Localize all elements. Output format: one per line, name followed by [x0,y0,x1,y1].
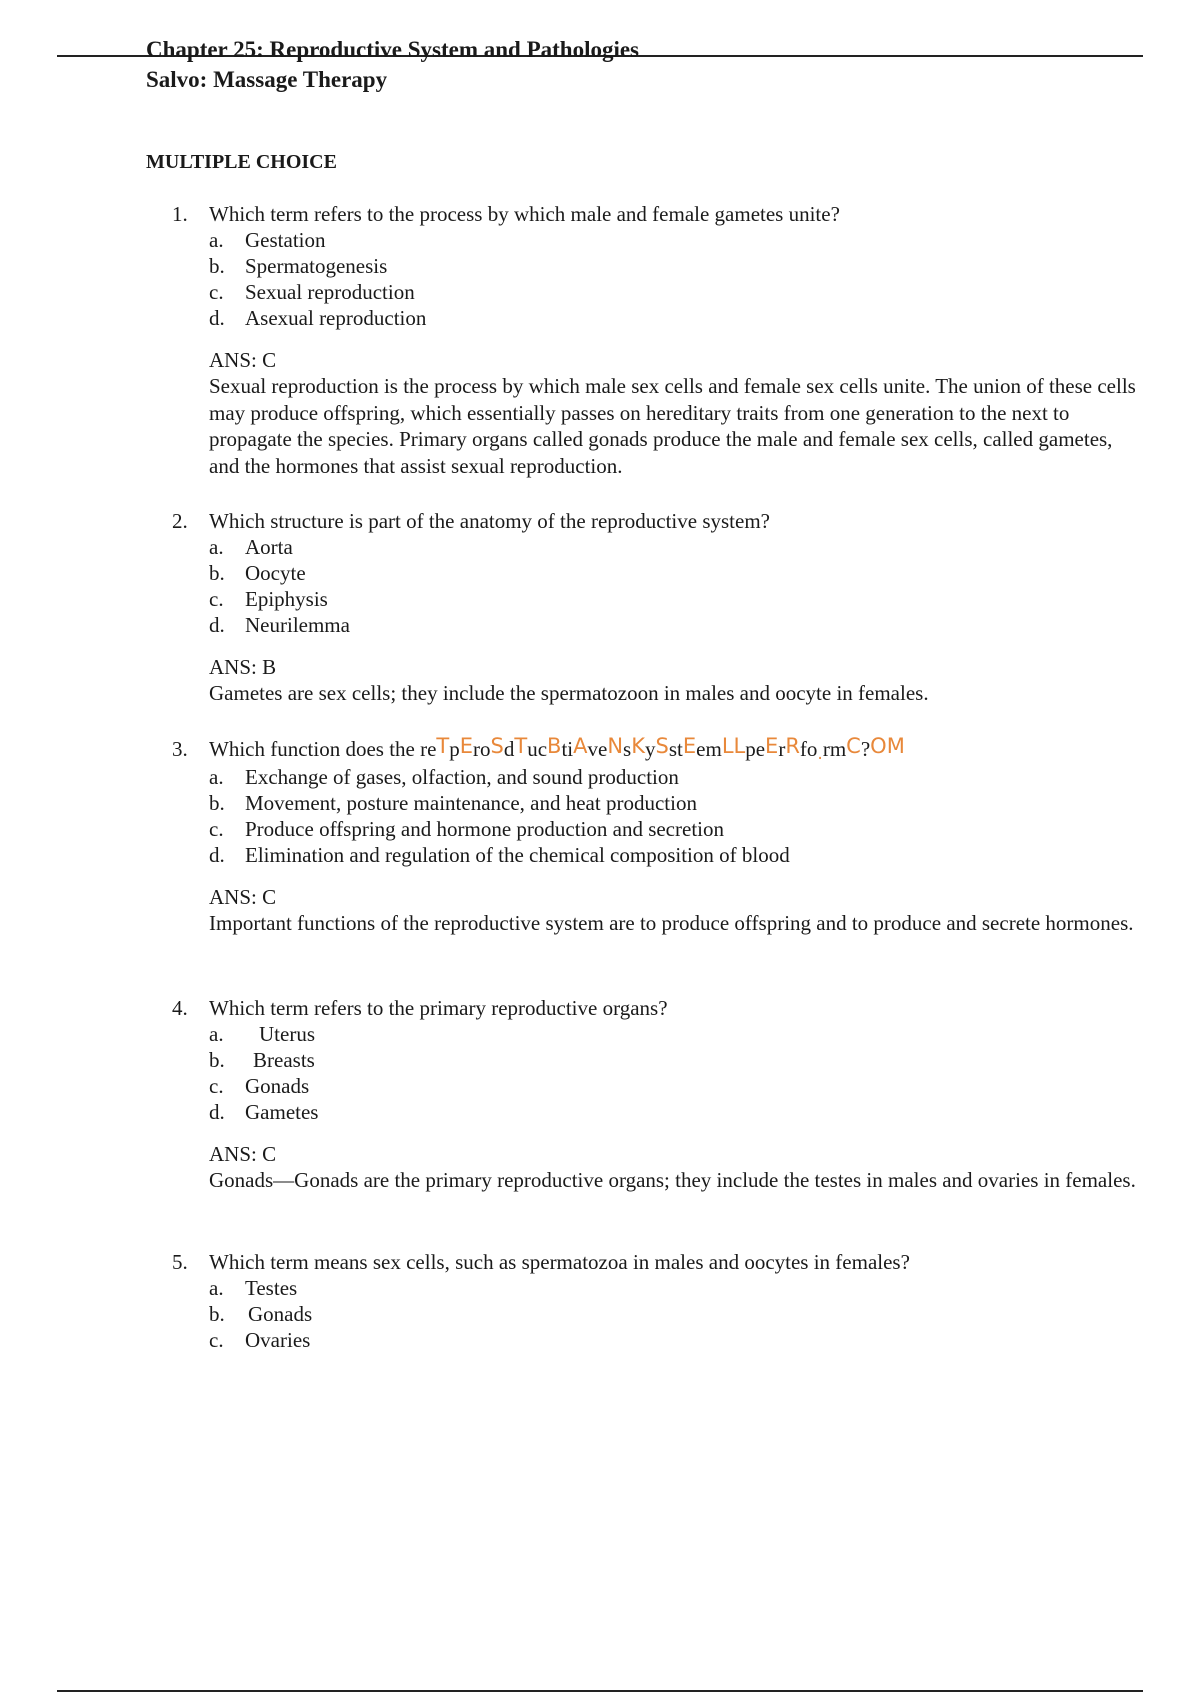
text-fragment: rm [822,737,847,761]
rationale: Important functions of the reproductive system are to produce offspring and to produce and secrete hormones. [209,911,1134,935]
option-letter: c. [209,587,224,611]
option-text: Neurilemma [245,613,350,637]
text-fragment: y [645,737,656,761]
watermark-char: E [765,734,779,758]
option-b [209,1047,1132,1073]
footer-rule [57,1690,1143,1692]
option-text: Elimination and regulation of the chemical composition of blood [245,843,790,867]
book-title: Salvo: Massage Therapy [146,67,388,92]
watermark-char: S [655,734,669,758]
option-letter: a. [209,1276,224,1300]
watermark-char: K [631,734,646,758]
option-text: Epiphysis [245,587,328,611]
text-fragment: d [503,737,515,761]
options-list [209,1275,1132,1353]
question-text-prefix: Which function does the re [209,737,437,761]
question-number: 1. [172,202,188,226]
watermark-char: R [785,734,800,758]
option-letter: d. [209,306,225,330]
option-b [209,1301,1132,1327]
text-fragment: fo [799,737,818,761]
option-letter: a. [209,228,224,252]
option-d [209,1099,1132,1125]
option-letter: c. [209,1074,224,1098]
question-text: Which structure is part of the anatomy of the reproductive system? [209,509,770,533]
option-letter: c. [209,817,224,841]
watermark-char: N [607,734,624,758]
answer-block [209,1141,1136,1194]
option-text: Movement, posture maintenance, and heat production [245,791,697,815]
question-4 [172,995,1136,1194]
option-b [209,253,1132,279]
option-text: Ovaries [245,1328,311,1352]
option-text: Gametes [245,1100,319,1124]
option-letter: b. [209,1302,225,1326]
watermark-char: T [436,734,450,758]
text-fragment: pe [745,737,766,761]
section-heading: MULTIPLE CHOICE [146,151,337,173]
question-3 [172,736,1132,937]
option-letter: b. [209,791,225,815]
option-c [209,586,1132,612]
option-text: Gonads [245,1074,310,1098]
option-c [209,816,1132,842]
option-text: Breasts [253,1048,315,1072]
option-text: Sexual reproduction [245,280,415,304]
watermark-char: T [514,734,528,758]
option-a [209,1275,1132,1301]
option-a [209,534,1132,560]
watermark-char: M [886,734,905,758]
option-letter: d. [209,1100,225,1124]
document-header [146,37,639,95]
rationale: Gonads—Gonads are the primary reproductive organs; they include the testes in males and ovaries in females. [209,1168,1136,1192]
option-text: Asexual reproduction [245,306,427,330]
question-number: 4. [172,996,188,1020]
option-c [209,1327,1132,1353]
text-fragment: r [778,737,786,761]
question-text: Which term refers to the process by which male and female gametes unite? [209,202,840,226]
watermark-char: L [733,734,746,758]
option-b [209,790,1132,816]
text-fragment: ? [860,737,871,761]
answer-key: ANS: C [209,1142,277,1166]
watermark-char: E [682,734,697,758]
option-letter: d. [209,843,225,867]
option-text: Exchange of gases, olfaction, and sound production [245,765,679,789]
question-number: 2. [172,509,188,533]
question-text: Which term refers to the primary reproductive organs? [209,996,668,1020]
option-c [209,1073,1132,1099]
rationale: Gametes are sex cells; they include the spermatozoon in males and oocyte in females. [209,681,929,705]
watermark-char: . [817,744,823,764]
option-a [209,1021,1132,1047]
option-a [209,227,1132,253]
text-fragment: p [449,737,460,761]
text-fragment: em [696,737,722,761]
answer-block [209,884,1132,937]
option-text: Aorta [245,535,293,559]
option-text: Spermatogenesis [245,254,388,278]
option-letter: a. [209,535,224,559]
options-list [209,1021,1132,1125]
options-list [209,534,1132,638]
question-number: 5. [172,1250,188,1274]
options-list [209,764,1132,868]
watermark-char: E [459,734,474,758]
option-letter: a. [209,1022,224,1046]
option-text: Testes [245,1276,298,1300]
option-b [209,560,1132,586]
answer-key: ANS: B [209,655,277,679]
answer-key: ANS: C [209,348,277,372]
answer-key: ANS: C [209,885,277,909]
option-letter: b. [209,254,225,278]
question-1 [172,201,1136,479]
rationale: Sexual reproduction is the process by which male sex cells and female sex cells unite. The union of these cells may produce offspring, which essentially passes on hereditary traits from one generation to the next to propagate the species. Primary organs called gonads produce the male and female sex cells, called gametes, and the hormones that assist sexual reproduction. [209,374,1136,478]
question-text-watermarked [209,736,905,764]
option-text: Uterus [259,1022,315,1046]
text-fragment: uc [527,737,548,761]
chapter-title: Chapter 25: Reproductive System and Pathologies [146,37,640,62]
option-letter: d. [209,613,225,637]
option-letter: b. [209,1048,225,1072]
answer-block [209,347,1136,479]
question-number: 3. [172,737,188,761]
option-letter: c. [209,280,224,304]
option-letter: c. [209,1328,224,1352]
option-text: Gestation [245,228,326,252]
text-fragment: s [623,737,632,761]
answer-block [209,654,1132,707]
option-a [209,764,1132,790]
text-fragment: st [668,737,683,761]
watermark-char: C [846,734,861,758]
option-d [209,842,1132,868]
option-letter: b. [209,561,225,585]
text-fragment: ro [473,737,491,761]
watermark-char: S [490,734,504,758]
option-letter: a. [209,765,224,789]
watermark-char: O [870,734,887,758]
options-list [209,227,1132,331]
question-text: Which term means sex cells, such as spermatozoa in males and oocytes in females? [209,1250,910,1274]
question-5 [172,1249,1132,1353]
watermark-char: L [721,734,734,758]
option-d [209,305,1132,331]
option-c [209,279,1132,305]
text-fragment: ti [561,737,574,761]
option-text: Gonads [248,1302,313,1326]
option-text: Oocyte [245,561,306,585]
question-2 [172,508,1132,707]
text-fragment: ve [587,737,608,761]
watermark-char: B [547,734,562,758]
option-d [209,612,1132,638]
option-text: Produce offspring and hormone production and secretion [245,817,724,841]
watermark-char: A [573,734,588,758]
